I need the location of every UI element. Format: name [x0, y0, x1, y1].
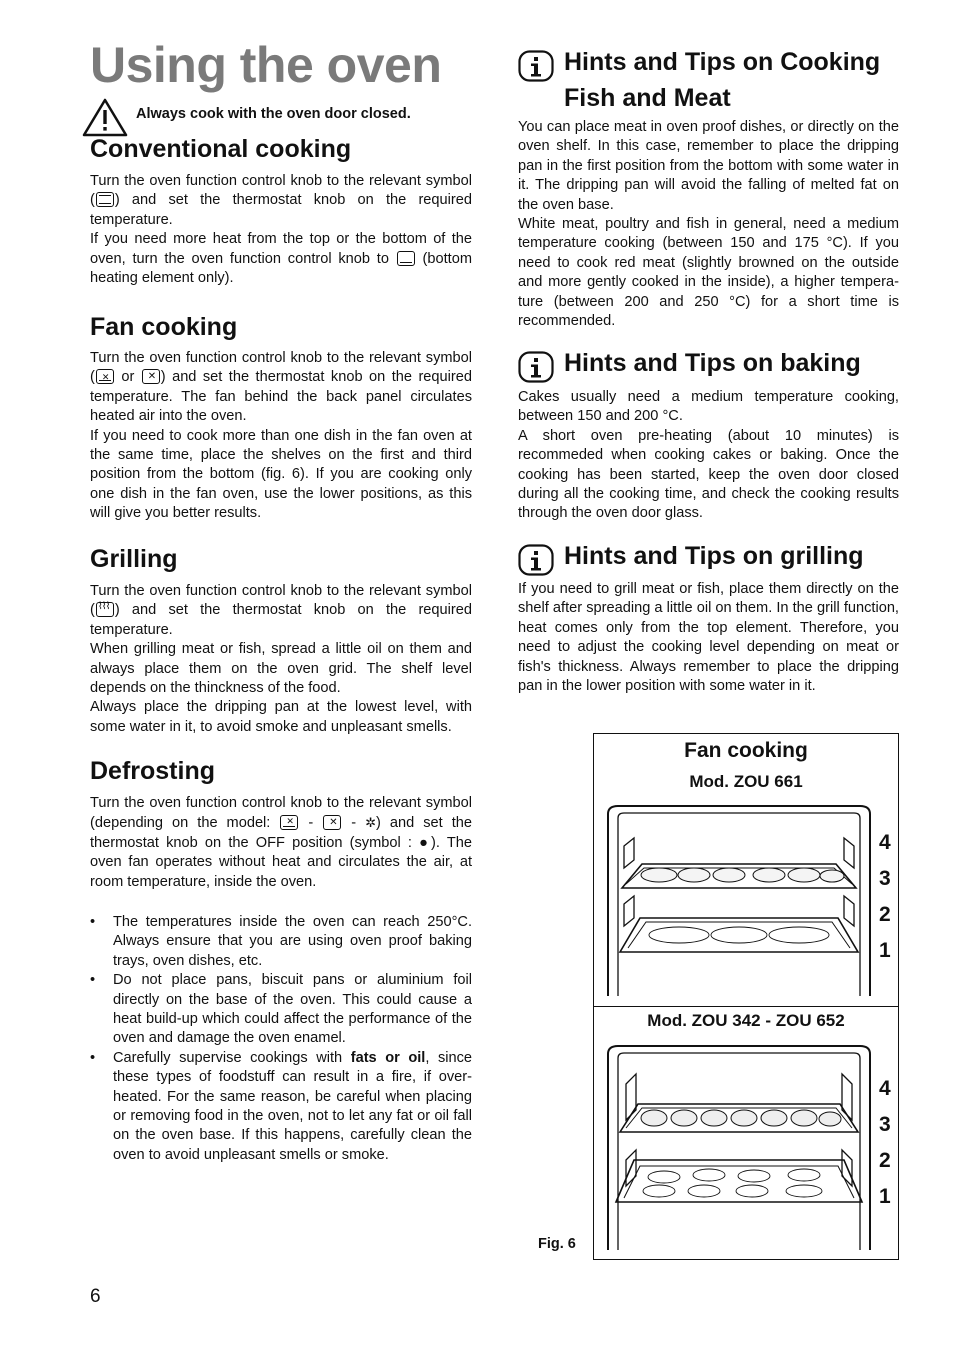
info-icon [518, 351, 554, 383]
figure-divider [594, 1006, 898, 1007]
bottom-heat-symbol-icon [397, 251, 415, 266]
page-title: Using the oven [90, 37, 442, 93]
defrost-symbol-icon: ✲ [365, 815, 377, 831]
grilling-text: Turn the oven function control knob to the relevant symbol ( ⌇⌇⌇ ) and set the thermostat knob on the required temperature. When grilling meat or fish, spread a little oil on them and always place them on the oven grid. The shelf level depends on the thinckness of the food. Always place the dripping pan at the lowest level, with some water in it, to avoid smoke and unpleasant smells. [90, 583, 472, 735]
figure-caption: Fig. 6 [538, 1236, 576, 1252]
page-number: 6 [90, 1286, 101, 1307]
grill-symbol-icon: ⌇⌇⌇ [96, 602, 114, 617]
hints-baking-text: Cakes usually need a medium temperature cooking, between 150 and 200 °C. A short oven pre-heating (about 10 minutes) is recommeded when cooking cakes or baking. Once the cooking has been started, keep the oven door closed during all the cooking time, and check the cooking results through the oven door glass. [518, 389, 899, 522]
hints-meat-text: You can place meat in oven proof dishes, or directly on the oven shelf. In this case, remember to place the dripping pan in the first position from the bottom with some water in it. The dripping pan will avoid the falling of melted fat on the oven base. White meat, poultry and fish in general, need a medium temperature cooking (between 150 and 175 °C). If you need to cook red meat (slightly browned on the outside and more gently cooked in the inside), a higher tempera-ture (between 200 and 250 °C) for a short time is recommended. [518, 119, 899, 330]
safety-bullet-list [90, 913, 472, 1165]
hints-meat-header [518, 45, 898, 117]
list-item: • The temperatures inside the oven can reach 250°C. Always ensure that you are using oven proof baking trays, oven dishes, etc. [90, 913, 472, 971]
hints-grilling-heading: Hints and Tips on grilling [564, 542, 864, 570]
warning-text: Always cook with the oven door closed. [136, 106, 411, 122]
defrosting-text: Turn the oven function control knob to the relevant symbol (depending on the model: ✕ - ✕ - ✲) and set the thermostat knob on the OFF position (symbol : ●). The oven fan operates without heat and circulates the air, at room temperature, inside the oven. [90, 795, 472, 890]
level-label-1: 1 [879, 939, 891, 962]
level-label-4: 4 [879, 1077, 891, 1100]
info-icon [518, 50, 554, 82]
list-item: • Do not place pans, biscuit pans or aluminium foil directly on the base of the oven. This could cause a heat build-up which could affect the performance of the oven and damage the oven enamel. [90, 971, 472, 1049]
oven-diagram-2 [604, 1044, 874, 1250]
hints-grilling-text: If you need to grill meat or fish, place them directly on the shelf after spreading a little oil on them. In the grill function, heat comes only from the top element. Therefore, you need to adjust the cooking level depending on meat or fish's thickness. Always remember to place the dripping pan in the lower position with some water in it. [518, 581, 899, 695]
figure-title: Fan cooking [684, 739, 808, 762]
level-label-4: 4 [879, 831, 891, 854]
level-label-3: 3 [879, 867, 891, 890]
fan-symbol-icon: ✕ [96, 369, 114, 384]
list-item: • Carefully supervise cookings with fats or oil, since these types of foodstuff can result in a fire, if over-heated. For the same reason, be careful when placing or removing food in the oven, not to let any fat or oil fall on the oven base. If this happens, carefully clean the oven to avoid unpleasant smells or smoke. [90, 1049, 472, 1165]
hints-baking-heading: Hints and Tips on baking [564, 349, 861, 377]
hints-meat-heading-line2: Fish and Meat [564, 84, 731, 112]
figure-6-fan-cooking [593, 733, 899, 1260]
fan-text: Turn the oven function control knob to the relevant symbol ( ✕ or ✕ ) and set the thermostat knob on the required temperature. The fan behind the back panel circulates heated air into the oven. If you need to cook more than one dish in the fan oven at the same time, place the shelves on the first and third position from the bottom (fig. 6). If you are cooking only one dish in the fan oven, use the lower positions, as this will give you better results. [90, 350, 472, 522]
fan-grill-symbol-icon: ✕ [142, 369, 160, 384]
level-label-1: 1 [879, 1185, 891, 1208]
level-label-2: 2 [879, 1149, 891, 1172]
hints-meat-heading-line1: Hints and Tips on Cooking [564, 48, 881, 76]
grilling-heading: Grilling [90, 545, 178, 573]
figure-model-1: Mod. ZOU 661 [689, 772, 803, 791]
defrosting-heading: Defrosting [90, 757, 215, 785]
hints-grilling-header [518, 539, 898, 575]
fan-symbol-icon: ✕ [323, 815, 341, 830]
conventional-heading: Conventional cooking [90, 135, 352, 163]
figure-model-2: Mod. ZOU 342 - ZOU 652 [647, 1011, 845, 1030]
conventional-text: Turn the oven function control knob to the relevant symbol ( ) and set the thermostat knob on the required temperature. If you need more heat from the top or the bottom of the oven, turn the oven function control knob to (bottom heating element only). [90, 173, 473, 287]
level-label-2: 2 [879, 903, 891, 926]
warning-triangle-icon [82, 97, 128, 137]
defrost-bottom-fan-symbol-icon: ✕ [280, 815, 298, 830]
level-label-3: 3 [879, 1113, 891, 1136]
oven-diagram-1 [604, 804, 874, 1000]
warning-notice [82, 97, 502, 137]
conventional-symbol-icon [96, 192, 114, 207]
fan-heading: Fan cooking [90, 313, 238, 341]
hints-baking-header [518, 346, 898, 382]
info-icon [518, 544, 554, 576]
